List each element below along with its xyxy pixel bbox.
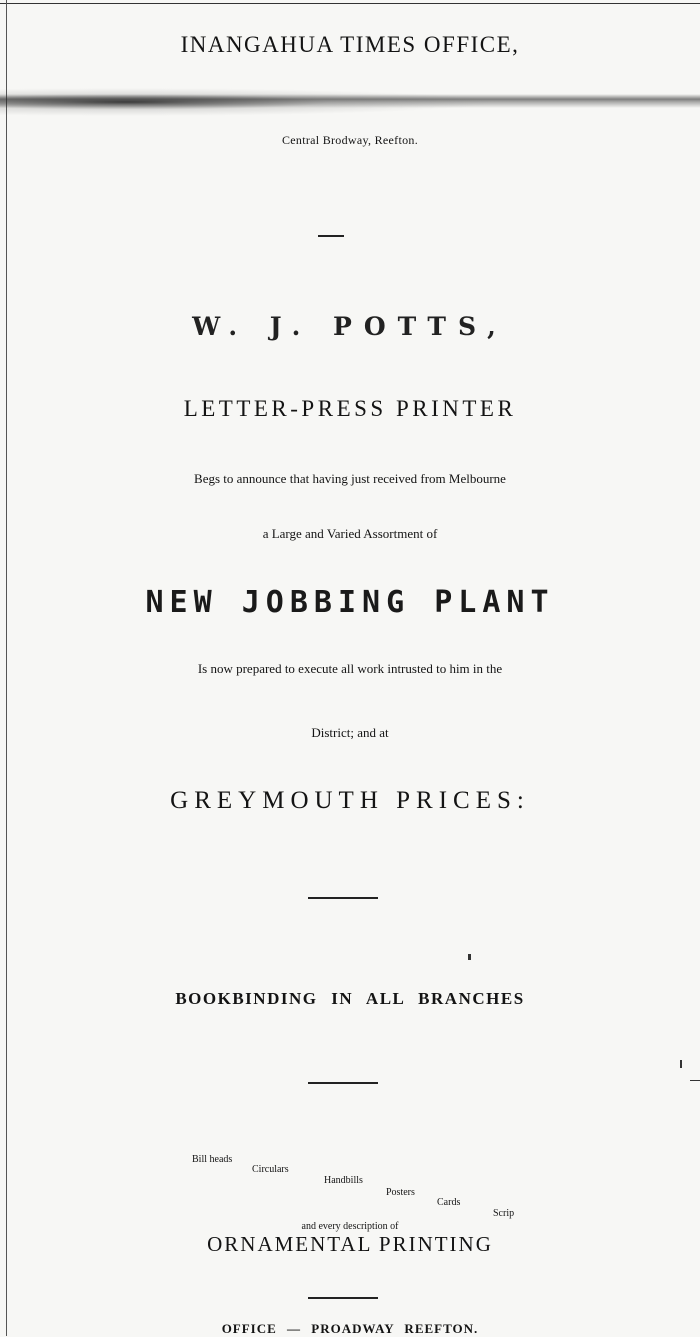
announcement-line-2: a Large and Varied Assortment of (262, 526, 438, 541)
divider-dash (318, 235, 344, 237)
announcement-line-1: Begs to announce that having just received from Melbourne (194, 471, 506, 486)
ink-speck (680, 1060, 682, 1068)
ornament-rule (308, 1297, 378, 1299)
prices-heading: GREYMOUTH PRICES: (170, 787, 530, 814)
execution-line-1: Is now prepared to execute all work intrusted to him in the (197, 661, 503, 676)
service-item: Handbills (324, 1175, 363, 1186)
service-item: Posters (386, 1187, 415, 1198)
trade-heading: LETTER-PRESS PRINTER (183, 396, 517, 421)
ornament-rule (308, 1082, 378, 1084)
jobbing-plant-heading: NEW JOBBING PLANT (145, 585, 555, 620)
office-footer: OFFICE — PROADWAY REEFTON. (221, 1321, 479, 1336)
service-item: Cards (437, 1197, 461, 1208)
printer-name: W. J. POTTS, (192, 312, 508, 341)
description-intro: and every description of (301, 1221, 399, 1232)
ink-speck (468, 954, 471, 960)
service-item: Bill heads (192, 1154, 233, 1165)
execution-line-2: District; and at (311, 725, 389, 740)
bookbinding-heading: BOOKBINDING IN ALL BRANCHES (175, 989, 525, 1008)
ornamental-printing-heading: ORNAMENTAL PRINTING (207, 1232, 493, 1256)
service-item: Circulars (252, 1164, 289, 1175)
ink-speck (690, 1080, 700, 1081)
office-title: INANGAHUA TIMES OFFICE, (180, 32, 520, 57)
ink-smudge (0, 80, 700, 120)
office-address: Central Brodway, Reefton. (281, 133, 419, 147)
top-rule (0, 3, 700, 4)
service-item: Scrip (493, 1208, 515, 1219)
ornament-rule (308, 897, 378, 899)
